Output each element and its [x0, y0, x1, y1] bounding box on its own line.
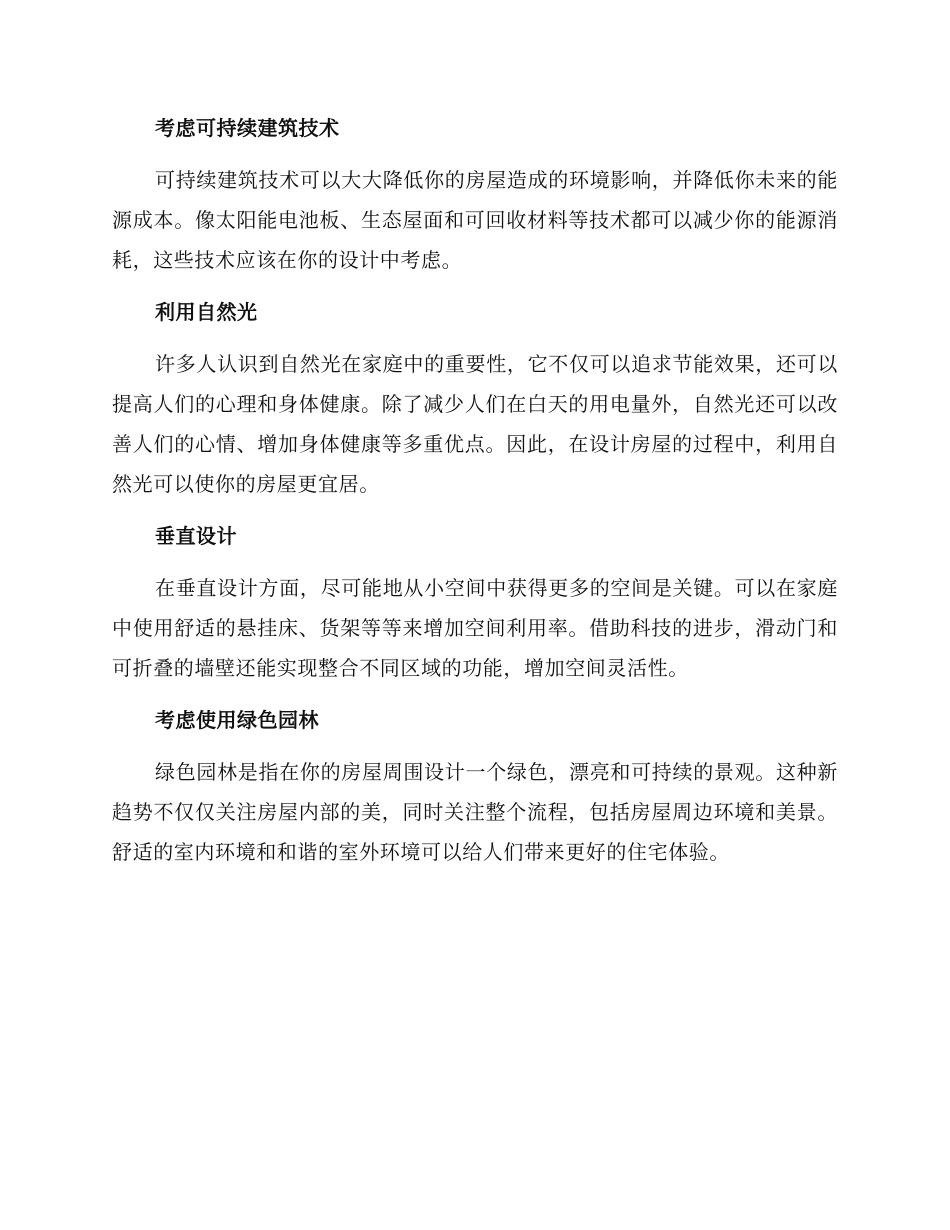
section-paragraph: 在垂直设计方面，尽可能地从小空间中获得更多的空间是关键。可以在家庭中使用舒适的悬挂床、货架等等来增加空间利用率。借助科技的进步，滑动门和可折叠的墙壁还能实现整合不同区域的功能，增加空间灵活性。 [112, 576, 838, 680]
section-green-garden [112, 704, 838, 872]
section-heading: 考虑使用绿色园林 [155, 708, 319, 732]
section-heading: 利用自然光 [155, 300, 258, 324]
section-sustainable-tech [112, 112, 838, 280]
section-paragraph: 许多人认识到自然光在家庭中的重要性，它不仅可以追求节能效果，还可以提高人们的心理和身体健康。除了减少人们在白天的用电量外，自然光还可以改善人们的心情、增加身体健康等多重优点。因此，在设计房屋的过程中，利用自然光可以使你的房屋更宜居。 [112, 352, 838, 496]
section-vertical-design [112, 520, 838, 688]
section-paragraph: 绿色园林是指在你的房屋周围设计一个绿色，漂亮和可持续的景观。这种新趋势不仅仅关注房屋内部的美，同时关注整个流程，包括房屋周边环境和美景。舒适的室内环境和和谐的室外环境可以给人们带来更好的住宅体验。 [112, 760, 838, 864]
section-paragraph: 可持续建筑技术可以大大降低你的房屋造成的环境影响，并降低你未来的能源成本。像太阳能电池板、生态屋面和可回收材料等技术都可以减少你的能源消耗，这些技术应该在你的设计中考虑。 [112, 168, 838, 272]
section-heading: 垂直设计 [155, 524, 237, 548]
section-natural-light [112, 296, 838, 504]
section-heading: 考虑可持续建筑技术 [155, 116, 340, 140]
